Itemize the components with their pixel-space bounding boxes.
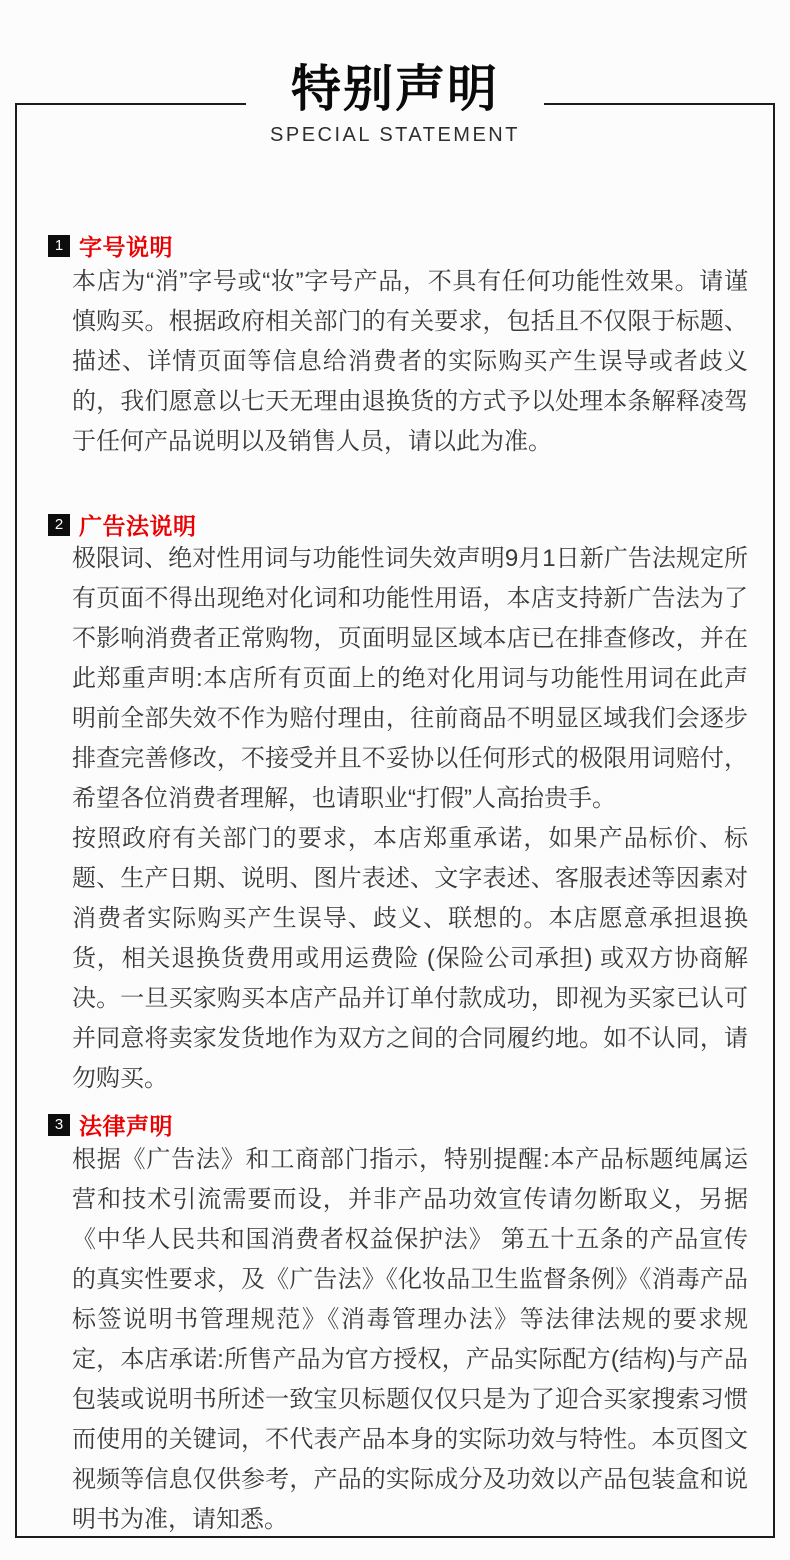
section-body-font-size-statement bbox=[72, 262, 748, 462]
page-title: 特别声明 bbox=[290, 61, 499, 117]
paragraph: 根据《广告法》和工商部门指示，特别提醒:本产品标题纯属运营和技术引流需要而设，并非产品功效宣传请勿断取义，另据《中华人民共和国消费者权益保护法》 第五十五条的产品宣传的真实性要求，及《广告法》《化妆品卫生监督条例》《消毒产品标签说明书管理规范》《消毒管理办法》等法律法规的要求规定，本店承诺:所售产品为官方授权，产品实际配方(结构)与产品包装或说明书所述一致宝贝标题仅仅只是为了迎合买家搜索习惯而使用的关键词，不代表产品本身的实际功效与特性。本页图文视频等信息仅供参考，产品的实际成分及功效以产品包装盒和说明书为准，请知悉。 bbox=[72, 1146, 748, 1533]
section-header-ad-law-statement bbox=[48, 508, 197, 541]
section-title: 广告法说明 bbox=[79, 513, 197, 539]
paragraph: 按照政府有关部门的要求，本店郑重承诺，如果产品标价、标题、生产日期、说明、图片表述、文字表述、客服表述等因素对消费者实际购买产生误导、歧义、联想的。本店愿意承担退换货，相关退换货费用或用运费险 (保险公司承担) 或双方协商解决。一旦买家购买本店产品并订单付款成功，即视为买家已认可并同意将卖家发货地作为双方之间的合同履约地。如不认同，请勿购买。 bbox=[72, 825, 748, 1092]
page-header bbox=[246, 62, 544, 149]
section-body-ad-law-statement bbox=[72, 539, 748, 1099]
section-number-badge: 2 bbox=[48, 514, 70, 536]
paragraph: 极限词、绝对性用词与功能性词失效声明9月1日新广告法规定所有页面不得出现绝对化词和功能性用语，本店支持新广告法为了不影响消费者正常购物，页面明显区域本店已在排查修改，并在此郑重声明:本店所有页面上的绝对化用词与功能性用词在此声明前全部失效不作为赔付理由，往前商品不明显区域我们会逐步排查完善修改，不接受并且不妥协以任何形式的极限用词赔付，希望各位消费者理解，也请职业“打假”人高抬贵手。 bbox=[72, 545, 748, 812]
page-subtitle: SPECIAL STATEMENT bbox=[270, 124, 520, 146]
section-header-font-size-statement bbox=[48, 229, 173, 262]
section-number-badge: 1 bbox=[48, 235, 70, 257]
paragraph: 本店为“消”字号或“妆”字号产品，不具有任何功能性效果。请谨慎购买。根据政府相关部门的有关要求，包括且不仅限于标题、描述、详情页面等信息给消费者的实际购买产生误导或者歧义的，我们愿意以七天无理由退换货的方式予以处理本条解释凌驾于任何产品说明以及销售人员，请以此为准。 bbox=[72, 268, 748, 455]
section-header-legal-statement bbox=[48, 1108, 173, 1141]
section-number-badge: 3 bbox=[48, 1114, 70, 1136]
section-title: 字号说明 bbox=[79, 234, 173, 260]
section-body-legal-statement bbox=[72, 1140, 748, 1540]
section-title: 法律声明 bbox=[79, 1113, 173, 1139]
